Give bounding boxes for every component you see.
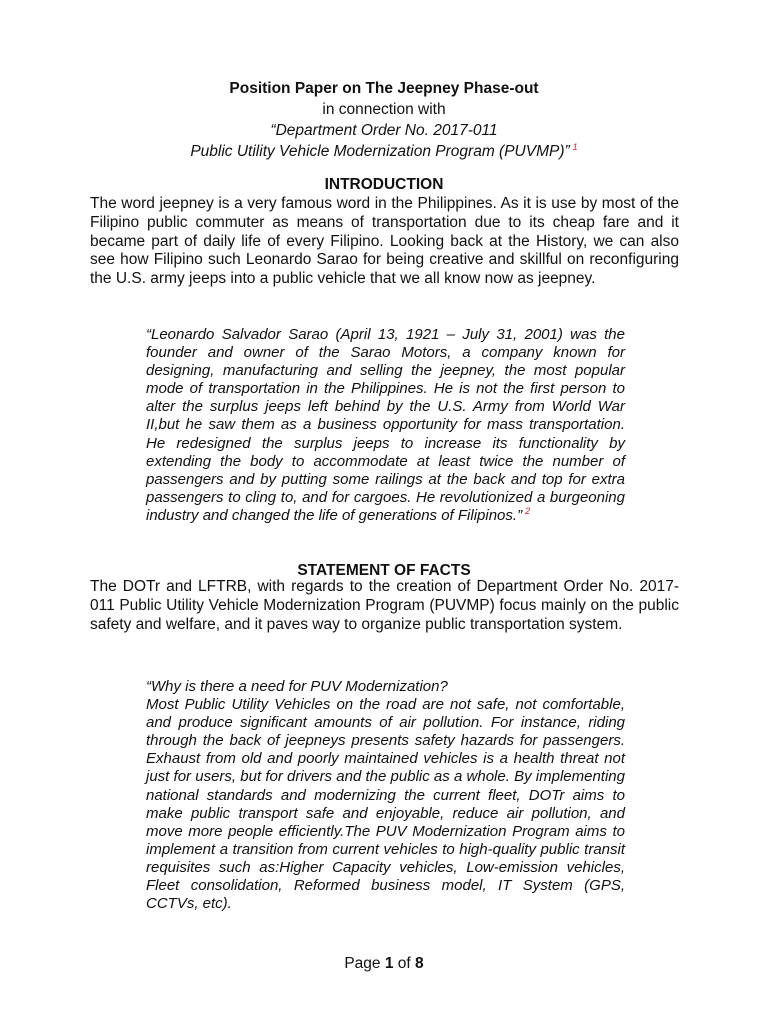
sarao-quote: “Leonardo Salvador Sarao (April 13, 1921 – July 31, 2001) was the founder and owner of the Sarao Motors, a company known for designing, manufacturing and selling the jeepney, the most popular mode of transportation in the Philippines. He is not the first person to alter the surplus jeeps left behind by the U.S. Army from World War II,but he saw them as a business opportunity for mass transportation. He redesigned the surplus jeeps to increase its functionality by extending the body to accommodate at least twice the number of passengers and by putting some railings at the back and top for extra passengers to cling to, and for cargoes. He revolutionized a burgeoning industry and changed the life of generations of Filipinos.” [146, 326, 625, 524]
sarao-quote-block [146, 326, 625, 525]
document-subtitle: in connection with [322, 101, 446, 118]
statement-of-facts-paragraph: The DOTr and LFTRB, with regards to the creation of Department Order No. 2017-011 Public Utility Vehicle Modernization Program (PUVMP) focus mainly on the public safety and welfare, and it paves way to organize public transportation system. [90, 578, 679, 633]
puv-quote-body: Most Public Utility Vehicles on the road are not safe, not comfortable, and produce significant amounts of air pollution. For instance, riding through the back of jeepneys presents safety hazards for passengers. Exhaust from old and poorly maintained vehicles is a health threat not just for users, but for drivers and the public as a whole. By implementing national standards and modernizing the current fleet, DOTr aims to make public transport safe and enjoyable, reduce air pollution, and move more people efficiently.The PUV Modernization Program aims to implement a transition from current vehicles to high-quality public transit requisites such as:Higher Capacity vehicles, Low-emission vehicles, Fleet consolidation, Reformed business model, IT System (GPS, CCTVs, etc). [146, 696, 625, 913]
footnote-marker-1[interactable]: 1 [572, 141, 578, 152]
document-header [0, 78, 768, 162]
page-label: Page [344, 955, 381, 972]
footnote-marker-2[interactable]: 2 [525, 505, 531, 516]
statement-of-facts-heading: STATEMENT OF FACTS [297, 562, 471, 579]
program-title-line [0, 141, 768, 162]
program-title: Public Utility Vehicle Modernization Program (PUVMP)” [190, 143, 570, 160]
of-label: of [397, 955, 411, 972]
total-pages-number: 8 [415, 955, 424, 972]
puv-modernization-quote-block [146, 678, 625, 913]
document-title: Position Paper on The Jeepney Phase-out [229, 80, 539, 97]
current-page-number: 1 [384, 955, 394, 972]
puv-quote-question: “Why is there a need for PUV Modernization? [146, 678, 448, 695]
department-order: “Department Order No. 2017-011 [270, 122, 498, 139]
introduction-heading: INTRODUCTION [324, 176, 444, 193]
introduction-paragraph: The word jeepney is a very famous word in the Philippines. As it is use by most of the Filipino public commuter as means of transportation due to its cheap fare and it became part of daily life of every Filipino. Looking back at the History, we can also see how Filipino such Leonardo Sarao for being creative and skillful on reconfiguring the U.S. army jeeps into a public vehicle that we all know now as jeepney. [90, 195, 679, 288]
page-footer [0, 954, 768, 974]
